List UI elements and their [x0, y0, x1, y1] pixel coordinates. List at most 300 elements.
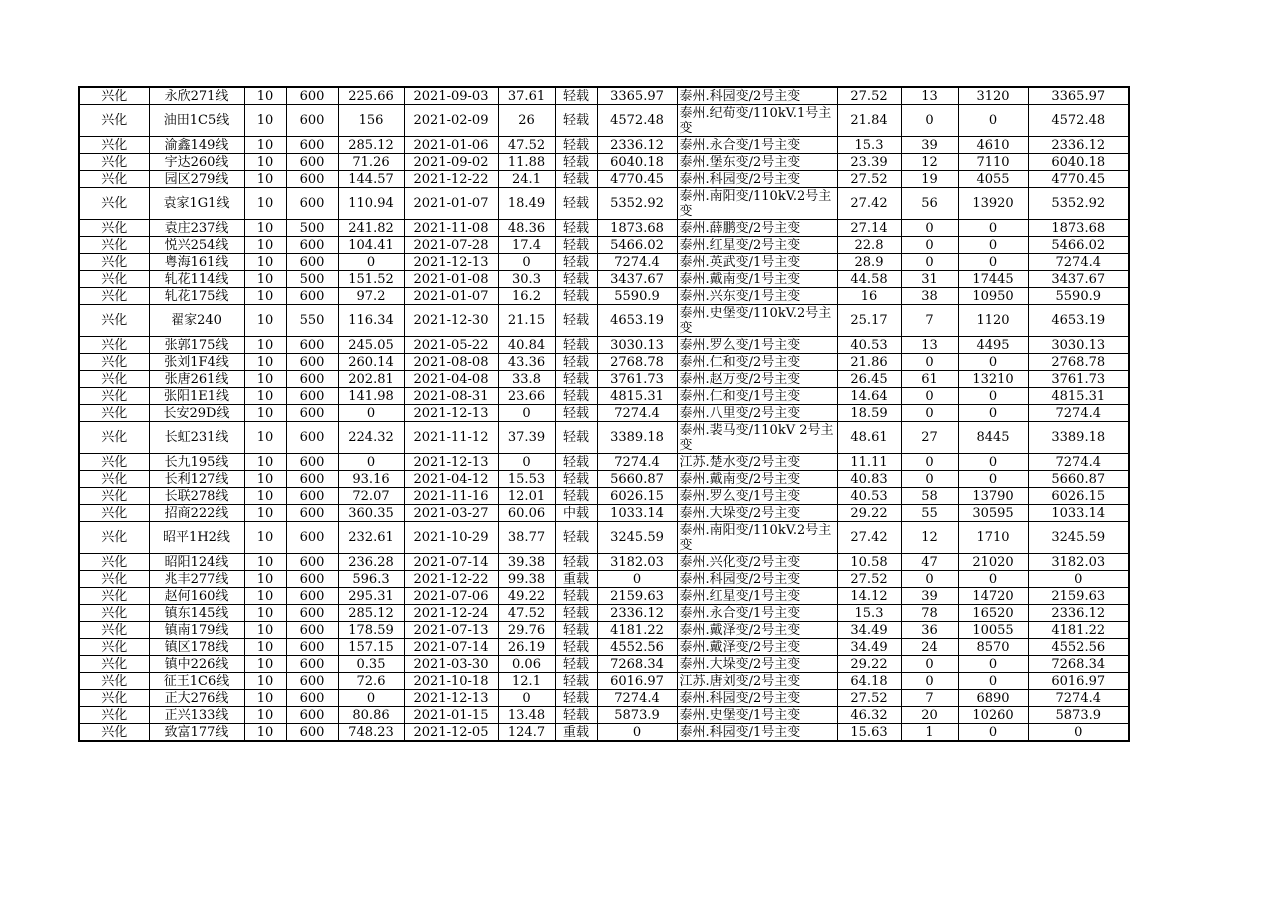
cell-voltage: 10: [244, 522, 286, 554]
cell-voltage: 10: [244, 87, 286, 105]
cell-load-rate: 30.3: [498, 271, 555, 288]
cell-line-name: 张郭175线: [149, 337, 244, 354]
cell-capacity: 550: [286, 305, 338, 337]
cell-source-transformer: 泰州.戴泽变/2号主变: [677, 622, 837, 639]
cell-transformer-rate: 23.39: [837, 154, 901, 171]
cell-load-rate: 13.48: [498, 707, 555, 724]
cell-region: 兴化: [79, 305, 149, 337]
cell-region: 兴化: [79, 371, 149, 388]
cell-voltage: 10: [244, 673, 286, 690]
cell-installed-capacity: 7110: [958, 154, 1028, 171]
cell-remaining-capacity: 2336.12: [597, 137, 677, 154]
cell-load-rate: 18.49: [498, 188, 555, 220]
cell-remaining-capacity: 4552.56: [597, 639, 677, 656]
cell-remaining-capacity: 3389.18: [597, 422, 677, 454]
cell-load-rate: 29.76: [498, 622, 555, 639]
cell-line-name: 赵何160线: [149, 588, 244, 605]
cell-available-capacity: 7274.4: [1028, 405, 1129, 422]
cell-load-value: 224.32: [338, 422, 404, 454]
cell-transformer-rate: 15.63: [837, 724, 901, 742]
cell-date: 2021-07-14: [404, 554, 498, 571]
cell-available-capacity: 2336.12: [1028, 605, 1129, 622]
cell-capacity: 500: [286, 271, 338, 288]
cell-voltage: 10: [244, 622, 286, 639]
cell-source-transformer: 泰州.罗么变/1号主变: [677, 337, 837, 354]
cell-source-transformer: 泰州.红星变/1号主变: [677, 588, 837, 605]
cell-installed-capacity: 8570: [958, 639, 1028, 656]
cell-available-capacity: 3030.13: [1028, 337, 1129, 354]
cell-load-status: 轻载: [555, 405, 597, 422]
cell-load-rate: 26: [498, 105, 555, 137]
cell-transformer-rate: 40.53: [837, 488, 901, 505]
cell-remaining-capacity: 4770.45: [597, 171, 677, 188]
cell-date: 2021-07-06: [404, 588, 498, 605]
table-row: [79, 522, 1129, 554]
cell-date: 2021-01-15: [404, 707, 498, 724]
cell-remaining-capacity: 6040.18: [597, 154, 677, 171]
cell-load-status: 轻载: [555, 454, 597, 471]
cell-source-transformer: 泰州.戴南变/2号主变: [677, 471, 837, 488]
cell-available-capacity: 6040.18: [1028, 154, 1129, 171]
cell-voltage: 10: [244, 105, 286, 137]
cell-capacity: 600: [286, 471, 338, 488]
cell-voltage: 10: [244, 371, 286, 388]
cell-installed-capacity: 0: [958, 724, 1028, 742]
cell-load-status: 轻载: [555, 254, 597, 271]
cell-voltage: 10: [244, 337, 286, 354]
cell-count: 24: [901, 639, 958, 656]
cell-available-capacity: 5352.92: [1028, 188, 1129, 220]
table-row: [79, 171, 1129, 188]
cell-region: 兴化: [79, 337, 149, 354]
cell-capacity: 600: [286, 337, 338, 354]
cell-transformer-rate: 10.58: [837, 554, 901, 571]
cell-date: 2021-03-30: [404, 656, 498, 673]
cell-line-name: 长联278线: [149, 488, 244, 505]
cell-load-status: 轻载: [555, 707, 597, 724]
cell-source-transformer: 江苏.楚水变/2号主变: [677, 454, 837, 471]
cell-source-transformer: 泰州.史堡变/110kV.2号主变: [677, 305, 837, 337]
cell-line-name: 轧花114线: [149, 271, 244, 288]
cell-count: 0: [901, 471, 958, 488]
cell-remaining-capacity: 0: [597, 724, 677, 742]
cell-count: 61: [901, 371, 958, 388]
cell-count: 13: [901, 87, 958, 105]
cell-capacity: 600: [286, 690, 338, 707]
cell-source-transformer: 泰州.科园变/1号主变: [677, 724, 837, 742]
table-row: [79, 505, 1129, 522]
cell-installed-capacity: 0: [958, 405, 1028, 422]
cell-source-transformer: 泰州.科园变/2号主变: [677, 690, 837, 707]
cell-region: 兴化: [79, 605, 149, 622]
cell-load-value: 260.14: [338, 354, 404, 371]
cell-capacity: 600: [286, 137, 338, 154]
cell-line-name: 张阳1E1线: [149, 388, 244, 405]
cell-voltage: 10: [244, 588, 286, 605]
cell-installed-capacity: 3120: [958, 87, 1028, 105]
table-row: [79, 690, 1129, 707]
cell-date: 2021-07-14: [404, 639, 498, 656]
cell-load-rate: 47.52: [498, 605, 555, 622]
cell-installed-capacity: 13920: [958, 188, 1028, 220]
cell-load-status: 轻载: [555, 171, 597, 188]
cell-load-value: 0: [338, 254, 404, 271]
cell-installed-capacity: 21020: [958, 554, 1028, 571]
cell-installed-capacity: 4495: [958, 337, 1028, 354]
cell-source-transformer: 泰州.南阳变/110kV.2号主变: [677, 188, 837, 220]
cell-date: 2021-01-08: [404, 271, 498, 288]
cell-remaining-capacity: 2159.63: [597, 588, 677, 605]
cell-remaining-capacity: 4653.19: [597, 305, 677, 337]
cell-load-rate: 16.2: [498, 288, 555, 305]
cell-load-status: 轻载: [555, 588, 597, 605]
table-row: [79, 656, 1129, 673]
cell-load-value: 72.07: [338, 488, 404, 505]
table-row: [79, 237, 1129, 254]
cell-load-status: 重载: [555, 571, 597, 588]
cell-voltage: 10: [244, 471, 286, 488]
cell-installed-capacity: 0: [958, 471, 1028, 488]
cell-installed-capacity: 10260: [958, 707, 1028, 724]
cell-available-capacity: 1873.68: [1028, 220, 1129, 237]
cell-installed-capacity: 4055: [958, 171, 1028, 188]
cell-voltage: 10: [244, 237, 286, 254]
cell-voltage: 10: [244, 154, 286, 171]
cell-date: 2021-12-24: [404, 605, 498, 622]
cell-remaining-capacity: 6016.97: [597, 673, 677, 690]
cell-date: 2021-03-27: [404, 505, 498, 522]
cell-installed-capacity: 1120: [958, 305, 1028, 337]
cell-remaining-capacity: 3245.59: [597, 522, 677, 554]
cell-source-transformer: 泰州.纪荀变/110kV.1号主变: [677, 105, 837, 137]
cell-transformer-rate: 28.9: [837, 254, 901, 271]
cell-source-transformer: 泰州.大垛变/2号主变: [677, 656, 837, 673]
cell-load-status: 轻载: [555, 237, 597, 254]
table-row: [79, 724, 1129, 742]
cell-load-status: 轻载: [555, 422, 597, 454]
cell-transformer-rate: 27.42: [837, 188, 901, 220]
cell-date: 2021-05-22: [404, 337, 498, 354]
cell-capacity: 600: [286, 237, 338, 254]
cell-line-name: 长利127线: [149, 471, 244, 488]
cell-load-rate: 37.61: [498, 87, 555, 105]
cell-region: 兴化: [79, 220, 149, 237]
cell-count: 39: [901, 588, 958, 605]
cell-capacity: 600: [286, 354, 338, 371]
cell-date: 2021-01-07: [404, 288, 498, 305]
cell-available-capacity: 5590.9: [1028, 288, 1129, 305]
cell-load-rate: 12.01: [498, 488, 555, 505]
cell-voltage: 10: [244, 554, 286, 571]
cell-transformer-rate: 16: [837, 288, 901, 305]
cell-load-rate: 0.06: [498, 656, 555, 673]
cell-capacity: 600: [286, 188, 338, 220]
cell-source-transformer: 泰州.英武变/1号主变: [677, 254, 837, 271]
cell-load-rate: 40.84: [498, 337, 555, 354]
table-row: [79, 622, 1129, 639]
cell-installed-capacity: 14720: [958, 588, 1028, 605]
cell-line-name: 致富177线: [149, 724, 244, 742]
cell-voltage: 10: [244, 254, 286, 271]
cell-available-capacity: 3365.97: [1028, 87, 1129, 105]
cell-installed-capacity: 16520: [958, 605, 1028, 622]
cell-line-name: 昭平1H2线: [149, 522, 244, 554]
cell-remaining-capacity: 7274.4: [597, 254, 677, 271]
cell-load-status: 轻载: [555, 488, 597, 505]
cell-installed-capacity: 0: [958, 656, 1028, 673]
cell-transformer-rate: 21.86: [837, 354, 901, 371]
cell-load-value: 202.81: [338, 371, 404, 388]
cell-load-rate: 11.88: [498, 154, 555, 171]
table-row: [79, 588, 1129, 605]
cell-installed-capacity: 1710: [958, 522, 1028, 554]
cell-count: 0: [901, 237, 958, 254]
cell-source-transformer: 泰州.兴东变/1号主变: [677, 288, 837, 305]
cell-date: 2021-02-09: [404, 105, 498, 137]
cell-installed-capacity: 6890: [958, 690, 1028, 707]
cell-date: 2021-10-18: [404, 673, 498, 690]
cell-load-status: 轻载: [555, 137, 597, 154]
cell-installed-capacity: 0: [958, 354, 1028, 371]
cell-count: 7: [901, 305, 958, 337]
cell-line-name: 兆丰277线: [149, 571, 244, 588]
cell-count: 13: [901, 337, 958, 354]
cell-date: 2021-11-16: [404, 488, 498, 505]
cell-line-name: 悦兴254线: [149, 237, 244, 254]
cell-voltage: 10: [244, 724, 286, 742]
cell-date: 2021-12-13: [404, 405, 498, 422]
cell-load-status: 轻载: [555, 354, 597, 371]
cell-transformer-rate: 25.17: [837, 305, 901, 337]
cell-load-rate: 15.53: [498, 471, 555, 488]
cell-load-status: 轻载: [555, 288, 597, 305]
cell-available-capacity: 3182.03: [1028, 554, 1129, 571]
cell-region: 兴化: [79, 707, 149, 724]
cell-load-value: 245.05: [338, 337, 404, 354]
cell-source-transformer: 江苏.唐刘变/2号主变: [677, 673, 837, 690]
cell-source-transformer: 泰州.史堡变/1号主变: [677, 707, 837, 724]
cell-count: 0: [901, 656, 958, 673]
cell-source-transformer: 泰州.戴南变/1号主变: [677, 271, 837, 288]
cell-source-transformer: 泰州.科园变/2号主变: [677, 171, 837, 188]
cell-capacity: 600: [286, 673, 338, 690]
cell-date: 2021-11-08: [404, 220, 498, 237]
table-row: [79, 422, 1129, 454]
cell-available-capacity: 7274.4: [1028, 254, 1129, 271]
cell-date: 2021-07-28: [404, 237, 498, 254]
cell-source-transformer: 泰州.赵万变/2号主变: [677, 371, 837, 388]
cell-region: 兴化: [79, 422, 149, 454]
cell-source-transformer: 泰州.南阳变/110kV.2号主变: [677, 522, 837, 554]
cell-available-capacity: 2336.12: [1028, 137, 1129, 154]
cell-load-rate: 0: [498, 454, 555, 471]
table-row: [79, 405, 1129, 422]
cell-line-name: 园区279线: [149, 171, 244, 188]
cell-load-status: 轻载: [555, 522, 597, 554]
cell-capacity: 600: [286, 707, 338, 724]
cell-load-status: 轻载: [555, 554, 597, 571]
table-row: [79, 639, 1129, 656]
cell-voltage: 10: [244, 220, 286, 237]
cell-load-value: 232.61: [338, 522, 404, 554]
cell-region: 兴化: [79, 288, 149, 305]
cell-available-capacity: 4181.22: [1028, 622, 1129, 639]
cell-capacity: 600: [286, 588, 338, 605]
cell-remaining-capacity: 3182.03: [597, 554, 677, 571]
table-row: [79, 337, 1129, 354]
cell-region: 兴化: [79, 622, 149, 639]
cell-available-capacity: 4815.31: [1028, 388, 1129, 405]
cell-load-rate: 26.19: [498, 639, 555, 656]
cell-date: 2021-11-12: [404, 422, 498, 454]
cell-source-transformer: 泰州.戴泽变/2号主变: [677, 639, 837, 656]
cell-date: 2021-08-31: [404, 388, 498, 405]
cell-region: 兴化: [79, 188, 149, 220]
cell-count: 7: [901, 690, 958, 707]
cell-installed-capacity: 0: [958, 571, 1028, 588]
cell-load-rate: 0: [498, 405, 555, 422]
cell-date: 2021-07-13: [404, 622, 498, 639]
cell-capacity: 600: [286, 454, 338, 471]
cell-date: 2021-04-08: [404, 371, 498, 388]
table-row: [79, 271, 1129, 288]
cell-count: 0: [901, 105, 958, 137]
cell-available-capacity: 2768.78: [1028, 354, 1129, 371]
cell-voltage: 10: [244, 137, 286, 154]
cell-line-name: 翟家240: [149, 305, 244, 337]
cell-region: 兴化: [79, 673, 149, 690]
cell-available-capacity: 7274.4: [1028, 690, 1129, 707]
cell-region: 兴化: [79, 271, 149, 288]
cell-load-status: 轻载: [555, 471, 597, 488]
cell-available-capacity: 6026.15: [1028, 488, 1129, 505]
cell-region: 兴化: [79, 388, 149, 405]
cell-line-name: 长虹231线: [149, 422, 244, 454]
cell-count: 20: [901, 707, 958, 724]
cell-count: 31: [901, 271, 958, 288]
table-row: [79, 388, 1129, 405]
cell-load-status: 中载: [555, 505, 597, 522]
cell-installed-capacity: 17445: [958, 271, 1028, 288]
cell-installed-capacity: 10055: [958, 622, 1028, 639]
cell-load-status: 重载: [555, 724, 597, 742]
cell-capacity: 600: [286, 554, 338, 571]
cell-installed-capacity: 10950: [958, 288, 1028, 305]
cell-transformer-rate: 27.52: [837, 171, 901, 188]
cell-load-rate: 0: [498, 690, 555, 707]
cell-load-status: 轻载: [555, 690, 597, 707]
cell-voltage: 10: [244, 188, 286, 220]
cell-load-status: 轻载: [555, 305, 597, 337]
table-row: [79, 305, 1129, 337]
cell-installed-capacity: 4610: [958, 137, 1028, 154]
cell-load-value: 97.2: [338, 288, 404, 305]
cell-region: 兴化: [79, 639, 149, 656]
cell-load-value: 72.6: [338, 673, 404, 690]
cell-installed-capacity: 13790: [958, 488, 1028, 505]
cell-capacity: 600: [286, 254, 338, 271]
cell-count: 0: [901, 220, 958, 237]
cell-transformer-rate: 48.61: [837, 422, 901, 454]
cell-voltage: 10: [244, 639, 286, 656]
cell-voltage: 10: [244, 707, 286, 724]
cell-source-transformer: 泰州.红星变/2号主变: [677, 237, 837, 254]
cell-source-transformer: 泰州.堡东变/2号主变: [677, 154, 837, 171]
cell-line-name: 粤海161线: [149, 254, 244, 271]
table-row: [79, 154, 1129, 171]
cell-line-name: 正大276线: [149, 690, 244, 707]
cell-available-capacity: 6016.97: [1028, 673, 1129, 690]
table-row: [79, 288, 1129, 305]
cell-transformer-rate: 29.22: [837, 505, 901, 522]
cell-remaining-capacity: 3365.97: [597, 87, 677, 105]
cell-line-name: 宇达260线: [149, 154, 244, 171]
cell-load-value: 178.59: [338, 622, 404, 639]
table-row: [79, 220, 1129, 237]
cell-load-rate: 43.36: [498, 354, 555, 371]
cell-available-capacity: 5873.9: [1028, 707, 1129, 724]
cell-source-transformer: 泰州.兴化变/2号主变: [677, 554, 837, 571]
cell-available-capacity: 3245.59: [1028, 522, 1129, 554]
cell-transformer-rate: 46.32: [837, 707, 901, 724]
cell-transformer-rate: 40.53: [837, 337, 901, 354]
cell-load-value: 285.12: [338, 605, 404, 622]
cell-remaining-capacity: 7274.4: [597, 690, 677, 707]
cell-available-capacity: 3389.18: [1028, 422, 1129, 454]
cell-load-status: 轻载: [555, 87, 597, 105]
cell-remaining-capacity: 3030.13: [597, 337, 677, 354]
cell-voltage: 10: [244, 605, 286, 622]
cell-load-value: 285.12: [338, 137, 404, 154]
table-row: [79, 188, 1129, 220]
cell-load-value: 141.98: [338, 388, 404, 405]
cell-load-rate: 23.66: [498, 388, 555, 405]
cell-load-status: 轻载: [555, 220, 597, 237]
cell-transformer-rate: 11.11: [837, 454, 901, 471]
cell-capacity: 600: [286, 622, 338, 639]
cell-installed-capacity: 0: [958, 237, 1028, 254]
cell-transformer-rate: 34.49: [837, 622, 901, 639]
cell-capacity: 600: [286, 405, 338, 422]
cell-available-capacity: 4572.48: [1028, 105, 1129, 137]
cell-date: 2021-12-05: [404, 724, 498, 742]
cell-installed-capacity: 8445: [958, 422, 1028, 454]
cell-remaining-capacity: 4572.48: [597, 105, 677, 137]
cell-voltage: 10: [244, 454, 286, 471]
cell-load-status: 轻载: [555, 388, 597, 405]
table-row: [79, 137, 1129, 154]
cell-region: 兴化: [79, 105, 149, 137]
cell-region: 兴化: [79, 554, 149, 571]
cell-installed-capacity: 0: [958, 254, 1028, 271]
cell-source-transformer: 泰州.永合变/1号主变: [677, 605, 837, 622]
cell-load-status: 轻载: [555, 656, 597, 673]
cell-load-value: 116.34: [338, 305, 404, 337]
cell-remaining-capacity: 3761.73: [597, 371, 677, 388]
cell-region: 兴化: [79, 724, 149, 742]
cell-available-capacity: 5660.87: [1028, 471, 1129, 488]
cell-load-status: 轻载: [555, 639, 597, 656]
cell-source-transformer: 泰州.薛鹏变/2号主变: [677, 220, 837, 237]
cell-source-transformer: 泰州.仁和变/2号主变: [677, 354, 837, 371]
cell-remaining-capacity: 3437.67: [597, 271, 677, 288]
cell-date: 2021-04-12: [404, 471, 498, 488]
cell-installed-capacity: 0: [958, 220, 1028, 237]
cell-load-rate: 0: [498, 254, 555, 271]
cell-count: 39: [901, 137, 958, 154]
cell-count: 0: [901, 571, 958, 588]
cell-load-status: 轻载: [555, 337, 597, 354]
